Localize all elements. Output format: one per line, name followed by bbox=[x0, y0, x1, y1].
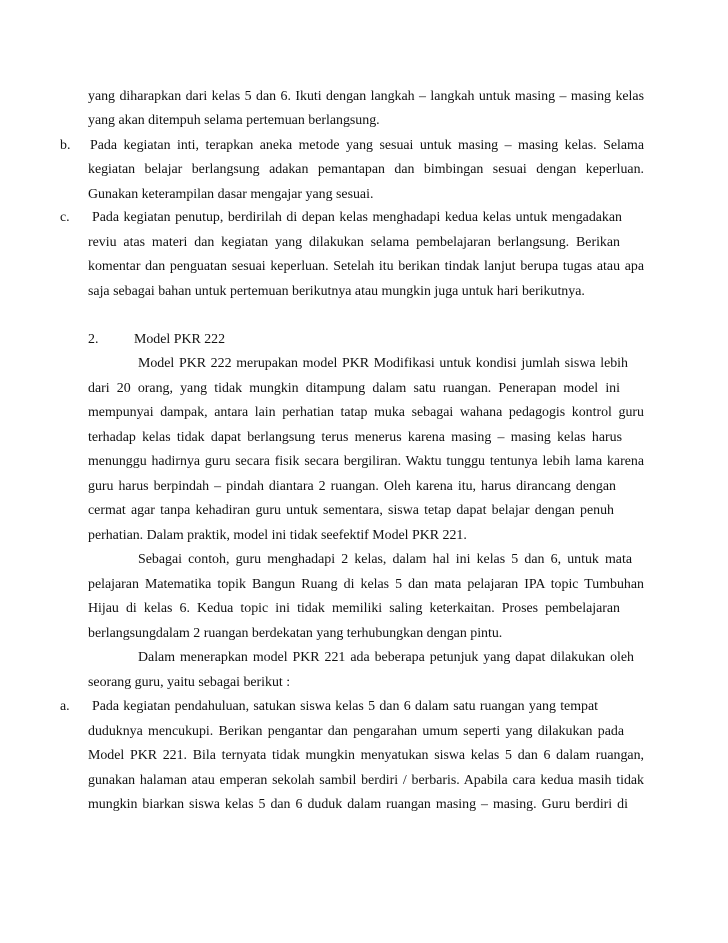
text-line: Pada kegiatan inti, terapkan aneka metode yang sesuai untuk masing – masing kelas. Selama bbox=[90, 138, 644, 153]
text-line: cermat agar tanpa kehadiran guru untuk sementara, siswa tetap dapat belajar dengan penuh bbox=[88, 503, 614, 518]
text-line: Gunakan keterampilan dasar mengajar yang sesuai. bbox=[88, 187, 374, 202]
text-line: seorang guru, yaitu sebagai berikut : bbox=[88, 675, 291, 690]
list-marker-b: b. bbox=[60, 138, 71, 153]
text-line: gunakan halaman atau emperan sekolah sambil berdiri / berbaris. Apabila cara kedua masih tidak bbox=[88, 773, 644, 788]
text-line: reviu atas materi dan kegiatan yang dilakukan selama pembelajaran berlangsung. Berikan bbox=[88, 235, 620, 250]
text-line: Model PKR 221. Bila ternyata tidak mungkin menyatukan siswa kelas 5 dan 6 dalam ruangan, bbox=[88, 748, 644, 763]
text-line: saja sebagai bahan untuk pertemuan berikutnya atau mungkin juga untuk hari berikutnya. bbox=[88, 284, 585, 299]
text-line: perhatian. Dalam praktik, model ini tidak seefektif Model PKR 221. bbox=[88, 528, 467, 543]
text-line: Hijau di kelas 6. Kedua topic ini tidak memiliki saling keterkaitan. Proses pembelajaran bbox=[88, 601, 620, 616]
list-marker-a: a. bbox=[60, 699, 70, 714]
text-line: yang diharapkan dari kelas 5 dan 6. Ikuti dengan langkah – langkah untuk masing – masing kelas bbox=[88, 89, 644, 104]
text-line: Model PKR 222 merupakan model PKR Modifikasi untuk kondisi jumlah siswa lebih bbox=[138, 356, 628, 371]
section-number: 2. bbox=[88, 332, 99, 347]
text-line: duduknya mencukupi. Berikan pengantar dan pengarahan umum seperti yang dilakukan pada bbox=[88, 724, 624, 739]
text-line: Dalam menerapkan model PKR 221 ada beberapa petunjuk yang dapat dilakukan oleh bbox=[138, 650, 634, 665]
text-line: dari 20 orang, yang tidak mungkin ditampung dalam satu ruangan. Penerapan model ini bbox=[88, 381, 620, 396]
text-line: berlangsungdalam 2 ruangan berdekatan yang terhubungkan dengan pintu. bbox=[88, 626, 503, 641]
text-line: menunggu hadirnya guru secara fisik secara bergiliran. Waktu tunggu tentunya lebih lama karena bbox=[88, 454, 644, 469]
text-line: yang akan ditempuh selama pertemuan berlangsung. bbox=[88, 113, 380, 128]
section-title: Model PKR 222 bbox=[134, 332, 226, 347]
text-line: komentar dan penguatan sesuai keperluan. Setelah itu berikan tindak lanjut berupa tugas atau apa bbox=[88, 259, 644, 274]
text-line: Pada kegiatan penutup, berdirilah di depan kelas menghadapi kedua kelas untuk mengadakan bbox=[92, 210, 622, 225]
text-line: Pada kegiatan pendahuluan, satukan siswa kelas 5 dan 6 dalam satu ruangan yang tempat bbox=[92, 699, 598, 714]
text-line: pelajaran Matematika topik Bangun Ruang di kelas 5 dan mata pelajaran IPA topic Tumbuhan bbox=[88, 577, 644, 592]
text-line: Sebagai contoh, guru menghadapi 2 kelas, dalam hal ini kelas 5 dan 6, untuk mata bbox=[138, 552, 632, 567]
text-line: terhadap kelas tidak dapat berlangsung terus menerus karena masing – masing kelas harus bbox=[88, 430, 622, 445]
text-line: mempunyai dampak, antara lain perhatian tatap muka sebagai wahana pedagogis kontrol guru bbox=[88, 405, 644, 420]
text-line: kegiatan belajar berlangsung adakan pemantapan dan bimbingan sesuai dengan keperluan. bbox=[88, 162, 644, 177]
list-marker-c: c. bbox=[60, 210, 70, 225]
text-line: mungkin biarkan siswa kelas 5 dan 6 duduk dalam ruangan masing – masing. Guru berdiri di bbox=[88, 797, 628, 812]
text-line: guru harus berpindah – pindah diantara 2 ruangan. Oleh karena itu, harus dirancang dengan bbox=[88, 479, 616, 494]
